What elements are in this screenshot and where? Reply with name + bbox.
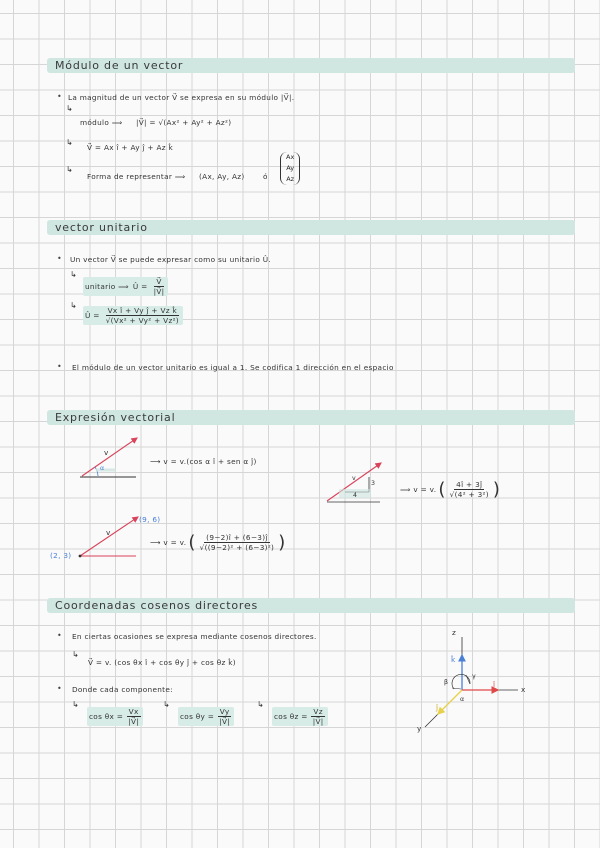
cos-z-lhs: cos θz = — [274, 712, 308, 721]
formula-1: ⟶ v = v.(cos α î + sen α ĵ) — [150, 457, 257, 466]
angle-alpha-label: α — [460, 696, 465, 703]
fraction-denominator: √((9−2)² + (6−3)²) — [199, 543, 275, 552]
matrix-entry: Ax — [286, 153, 295, 161]
branch-arrow-icon: ↳ — [66, 104, 73, 113]
fraction-numerator: 4î + 3ĵ — [456, 480, 483, 489]
text-line: En ciertas ocasiones se expresa mediante cosenos directores. — [72, 632, 317, 641]
matrix-entry: Az — [286, 175, 295, 183]
cos-z-fraction — [311, 707, 326, 726]
branch-arrow-icon: ↳ — [257, 700, 264, 709]
axis-x-label: x — [521, 685, 526, 694]
point-b-label: (9, 6) — [139, 515, 161, 524]
branch-arrow-icon: ↳ — [72, 700, 79, 709]
cos-x-lhs: cos θx = — [89, 712, 124, 721]
modulo-label: módulo ⟹ — [80, 118, 123, 127]
branch-arrow-icon: ↳ — [163, 700, 170, 709]
text-line: La magnitud de un vector V⃗ se expresa en su módulo |V⃗|. — [68, 93, 295, 102]
unit-j-label: ĵ — [436, 703, 439, 712]
matrix-entry: Ay — [286, 164, 295, 172]
fraction-numerator: V⃗ — [156, 277, 162, 286]
axis-y-label: y — [417, 724, 422, 733]
bullet: • — [57, 254, 62, 263]
label-v: v — [106, 528, 111, 537]
fraction-numerator: Vx î + Vy ĵ + Vz k̂ — [107, 306, 178, 315]
section-title: vector unitario — [55, 221, 148, 234]
formula-3: ⟶ v = v. ( $\frac{(9-2)î + (6-3)ĵ}{\text{√((9−2)² + (6−3)²)}}$ ) — [150, 531, 286, 553]
axis-z-label: z — [452, 628, 457, 637]
bullet: • — [57, 92, 62, 101]
cos-x-fraction — [126, 707, 141, 726]
formula-3-fraction — [198, 533, 277, 552]
bullet: • — [57, 684, 62, 693]
branch-arrow-icon: ↳ — [70, 301, 77, 310]
cosenos-formula: V⃗ = v. (cos θx î + cos θy ĵ + cos θz k̂) — [88, 658, 236, 667]
text-line: Un vector V⃗ se puede expresar como su unitario Û. — [70, 255, 271, 264]
text-line: El módulo de un vector unitario es igual a 1. Se codifica 1 dirección en el espacio — [72, 363, 394, 372]
fraction-denominator: |V⃗| — [128, 717, 140, 726]
label-v: v — [104, 448, 109, 457]
fraction-numerator: (9−2)î + (6−3)ĵ — [206, 533, 268, 542]
label-v: v — [352, 475, 357, 482]
angle-gamma-label: γ — [472, 673, 477, 680]
modulo-formula: |V⃗| = √(Ax² + Ay² + Az²) — [136, 118, 232, 127]
unitario-lhs: Û = — [132, 282, 148, 291]
text-line: Donde cada componente: — [72, 685, 173, 694]
branch-arrow-icon: ↳ — [72, 650, 79, 659]
fraction-denominator: √(4² + 3²) — [449, 490, 489, 499]
fraction-denominator: |V⃗| — [219, 717, 231, 726]
branch-arrow-icon: ↳ — [66, 138, 73, 147]
fraction-numerator: Vx — [128, 707, 139, 716]
fraction-numerator: Vy — [219, 707, 230, 716]
or-word: ó — [263, 172, 268, 181]
fraction-denominator: |V⃗| — [153, 287, 165, 296]
cos-x-box — [87, 707, 143, 726]
bullet: • — [57, 631, 62, 640]
formula-lhs: ⟹ v = v. — [400, 485, 437, 494]
section-title: Expresión vectorial — [55, 411, 176, 424]
angle-arc — [452, 674, 470, 689]
vector-formula: V⃗ = Ax î + Ay ĵ + Az k̂ — [87, 143, 174, 152]
fraction-denominator: |V⃗| — [312, 717, 324, 726]
formula-lhs: ⟶ v = v. — [150, 538, 187, 547]
cos-y-fraction — [217, 707, 232, 726]
expand-lhs: Û = — [85, 311, 100, 320]
represent-label: Forma de representar ⟹ — [87, 172, 186, 181]
bullet: • — [57, 362, 62, 371]
cos-y-box — [178, 707, 234, 726]
j-unit-vector — [438, 690, 465, 714]
formula-2: ⟹ v = v. ( $\frac{4î + 3ĵ}{\text{√(4² + 3²)}}$ ) — [400, 478, 501, 500]
unit-k-label: k̂ — [451, 655, 456, 664]
section-title: Módulo de un vector — [55, 59, 184, 72]
point-a-label: (2, 3) — [50, 551, 72, 560]
label-4: 4 — [353, 492, 358, 499]
point-dot — [79, 555, 82, 558]
label-alpha: α — [100, 465, 105, 472]
represent-tuple: (Ax, Ay, Az) — [199, 172, 245, 181]
unit-i-label: î — [493, 680, 496, 689]
cos-y-lhs: cos θy = — [180, 712, 215, 721]
section-title: Coordenadas cosenos directores — [55, 599, 259, 612]
branch-arrow-icon: ↳ — [66, 165, 73, 174]
formula-2-fraction — [448, 480, 491, 499]
fraction-numerator: Vz — [313, 707, 323, 716]
angle-beta-label: β — [444, 679, 449, 686]
branch-arrow-icon: ↳ — [70, 270, 77, 279]
section-header-cosenos — [47, 598, 575, 613]
unitario-label: unitario ⟹ — [85, 282, 129, 291]
label-3: 3 — [371, 480, 376, 487]
fraction-denominator: √(Vx² + Vy² + Vz²) — [105, 316, 179, 325]
cos-z-box — [272, 707, 328, 726]
